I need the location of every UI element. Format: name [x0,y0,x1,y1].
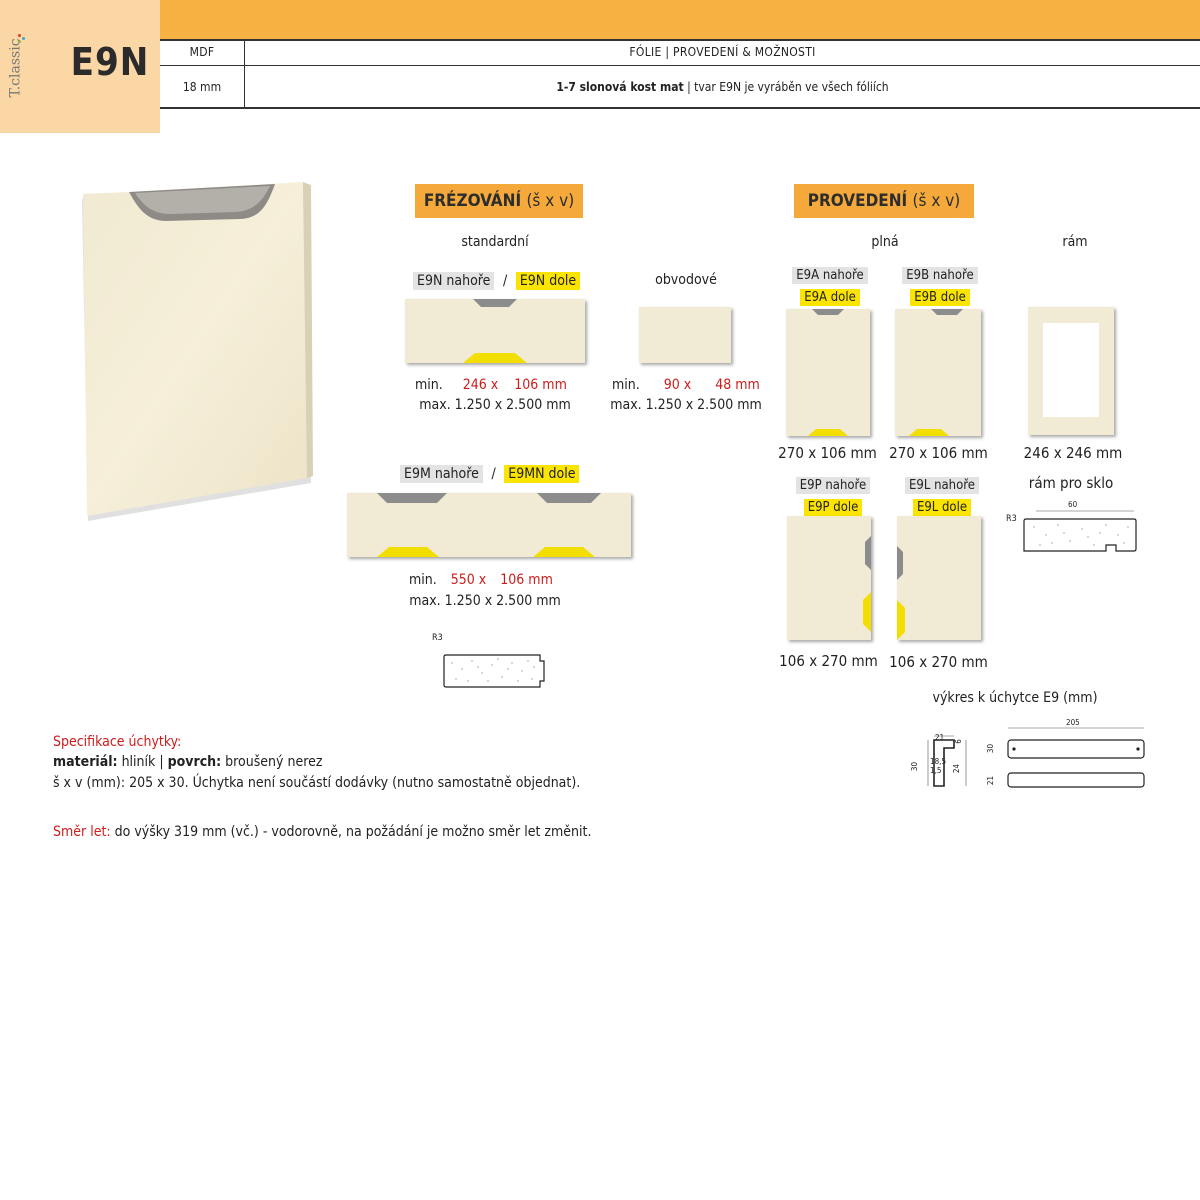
e9m-panel [347,493,631,557]
spec-size: š x v (mm): 205 x 30. Úchytka není součástí dodávky (nutno samostatně objednat). [53,775,581,791]
drawing-dim-24: 24 [952,763,962,774]
handle-technical-drawing [908,718,1168,793]
e9l-panel [897,516,981,640]
brand-logo [8,28,38,108]
frame-panel [1028,307,1114,435]
col-mdf-header: MDF [189,45,215,59]
milling-title: FRÉZOVÁNÍ (š x v) [415,184,583,218]
product-code: E9N [70,40,150,84]
drawing-dim-21: 21 [986,775,996,786]
design-title: PROVEDENÍ (š x v) [794,184,974,218]
mdf-thickness: 18 mm [182,80,222,94]
e9l-dims: 106 x 270 mm [889,653,988,671]
perimeter-label: obvodové [655,272,717,288]
glass-frame-profile-drawing [1020,505,1140,555]
e9n-top-label: E9N nahoře [413,272,494,290]
e9p-panel [787,516,871,640]
brand-name: T.classic [7,38,24,98]
e9b-panel [895,309,981,436]
header-bar [160,0,1200,40]
profile-radius-label: R3 [432,633,443,643]
e9a-panel [786,309,870,436]
glass-frame-label: rám pro sklo [1028,474,1114,492]
handle-drawing-title: výkres k úchytce E9 (mm) [932,690,1098,706]
e9l-bottom-label: E9L dole [913,499,971,516]
e9b-top-label: E9B nahoře [902,267,977,284]
design-frame-label: rám [1062,234,1088,250]
e9n-min-dims: min. 246 x 106 mm [415,377,567,393]
e9b-bottom-label: E9B dole [910,289,970,306]
perimeter-panel [639,307,731,363]
glass-frame-radius: R3 [1006,514,1017,524]
design-full-label: plná [871,234,899,250]
table-mid-line [160,65,1200,66]
door-illustration [75,180,315,525]
table-top-line [160,39,1200,41]
drawing-dim-6: 6 [953,739,963,744]
e9m-min-dims: min. 550 x 106 mm [409,572,553,588]
e9mn-bottom-label: E9MN dole [504,465,579,483]
e9b-dims: 270 x 106 mm [889,444,988,462]
col-foil-header: FÓLIE | PROVEDENÍ & MOŽNOSTI [629,45,816,59]
e9n-max-dims: max. 1.250 x 2.500 mm [419,397,571,413]
e9m-max-dims: max. 1.250 x 2.500 mm [409,593,561,609]
e9a-dims: 270 x 106 mm [778,444,877,462]
e9a-top-label: E9A nahoře [792,267,867,284]
e9p-top-label: E9P nahoře [796,477,870,494]
drawing-dim-21-top: 21 [935,733,945,742]
e9n-labels: E9N nahoře / E9N dole [413,270,580,290]
e9p-bottom-label: E9P dole [804,499,863,516]
spec-material: materiál: hliník | povrch: broušený nerez [53,754,323,770]
drawing-dim-1-5: 1,5 [930,766,942,775]
e9m-top-label: E9M nahoře [400,465,483,483]
perimeter-min-dims: min. 90 x 48 mm [612,377,760,393]
frame-dims: 246 x 246 mm [1023,444,1123,462]
drawing-dim-30: 30 [986,743,996,754]
drawing-dim-30-side: 30 [910,761,920,772]
e9l-top-label: E9L nahoře [905,477,979,494]
e9a-bottom-label: E9A dole [800,289,860,306]
edge-profile-drawing [440,645,550,693]
frame-opening [1043,323,1099,417]
e9n-bottom-label: E9N dole [516,272,580,290]
e9m-labels: E9M nahoře / E9MN dole [400,463,579,483]
spec-title: Specifikace úchytky: [53,734,182,750]
table-bottom-line [160,107,1200,109]
drawing-dim-18-5: 18,5 [930,757,947,766]
drawing-dim-205: 205 [1066,718,1080,727]
milling-standard-label: standardní [461,234,529,250]
perimeter-max-dims: max. 1.250 x 2.500 mm [610,397,762,413]
grain-direction: Směr let: do výšky 319 mm (vč.) - vodorovně, na požádání je možno směr let změnit. [53,824,592,840]
foil-value: 1-7 slonová kost mat | tvar E9N je vyráběn ve všech fóliích [556,80,889,94]
e9p-dims: 106 x 270 mm [779,652,878,670]
glass-frame-width: 60 [1068,500,1078,509]
e9n-panel [405,299,585,363]
